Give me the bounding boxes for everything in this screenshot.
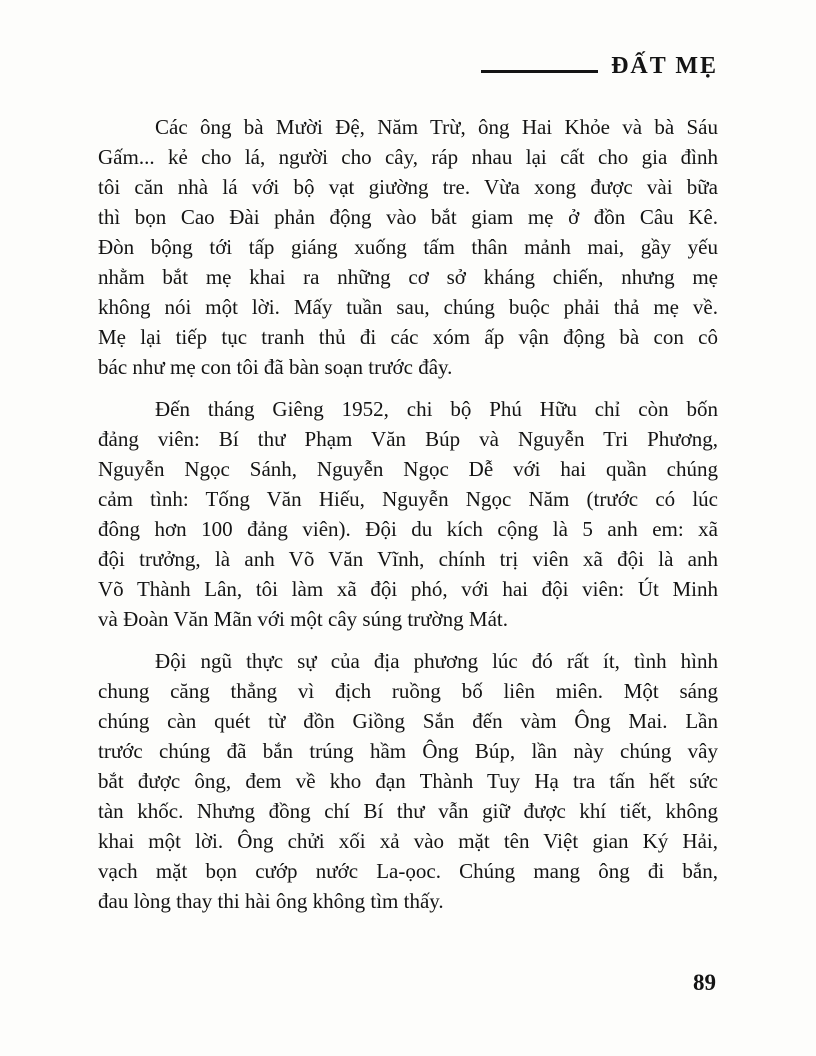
text-line: cảm tình: Tống Văn Hiếu, Nguyễn Ngọc Năm (trước có lúc	[98, 487, 718, 511]
text-line: trước chúng đã bắn trúng hầm Ông Búp, lần này chúng vây	[98, 739, 718, 763]
text-line: khai một lời. Ông chửi xối xả vào mặt tên Việt gian Ký Hải,	[98, 829, 718, 853]
text-line: đội trưởng, là anh Võ Văn Vĩnh, chính trị viên xã đội là anh	[98, 547, 718, 571]
paragraph	[98, 112, 718, 382]
text-line: Đòn bộng tới tấp giáng xuống tấm thân mảnh mai, gầy yếu	[98, 235, 718, 259]
text-line: Mẹ lại tiếp tục tranh thủ đi các xóm ấp vận động bà con cô	[98, 325, 718, 349]
text-line: bác như mẹ con tôi đã bàn soạn trước đây.	[98, 355, 453, 379]
text-line: chung căng thẳng vì địch ruồng bố liên miên. Một sáng	[98, 679, 718, 703]
paragraph	[98, 646, 718, 916]
text-line: bắt được ông, đem về kho đạn Thành Tuy Hạ tra tấn hết sức	[98, 769, 718, 793]
text-line: không nói một lời. Mấy tuần sau, chúng buộc phải thả mẹ về.	[98, 295, 718, 319]
text-line: đau lòng thay thi hài ông không tìm thấy.	[98, 889, 444, 913]
text-line: đông hơn 100 đảng viên). Đội du kích cộng là 5 anh em: xã	[98, 517, 718, 541]
page-number: 89	[693, 970, 716, 995]
text-line: đảng viên: Bí thư Phạm Văn Búp và Nguyễn Tri Phương,	[98, 427, 718, 451]
page-title: ĐẤT MẸ	[611, 53, 718, 79]
text-line: tôi căn nhà lá với bộ vạt giường tre. Vừa xong được vài bữa	[98, 175, 718, 199]
text-line: thì bọn Cao Đài phản động vào bắt giam mẹ ở đồn Câu Kê.	[98, 205, 718, 229]
text-line: nhằm bắt mẹ khai ra những cơ sở kháng chiến, nhưng mẹ	[98, 265, 718, 289]
text-line: Đến tháng Giêng 1952, chi bộ Phú Hữu chỉ còn bốn	[155, 397, 718, 421]
running-head	[481, 54, 718, 78]
paragraph	[98, 394, 718, 634]
text-line: và Đoàn Văn Mãn với một cây súng trường Mát.	[98, 607, 508, 631]
text-line: Đội ngũ thực sự của địa phương lúc đó rất ít, tình hình	[155, 649, 718, 673]
body-text	[98, 112, 718, 928]
text-line: Nguyễn Ngọc Sánh, Nguyễn Ngọc Dễ với hai quần chúng	[98, 457, 718, 481]
text-line: Võ Thành Lân, tôi làm xã đội phó, với hai đội viên: Út Minh	[98, 577, 718, 601]
text-line: Các ông bà Mười Đệ, Năm Trừ, ông Hai Khỏe và bà Sáu	[155, 115, 718, 139]
header-rule	[481, 70, 598, 73]
text-line: tàn khốc. Nhưng đồng chí Bí thư vẫn giữ được khí tiết, không	[98, 799, 718, 823]
text-line: Gấm... kẻ cho lá, người cho cây, ráp nhau lại cất cho gia đình	[98, 145, 718, 169]
text-line: chúng càn quét từ đồn Giồng Sắn đến vàm Ông Mai. Lần	[98, 709, 718, 733]
text-line: vạch mặt bọn cướp nước La-ọoc. Chúng mang ông đi bắn,	[98, 859, 718, 883]
